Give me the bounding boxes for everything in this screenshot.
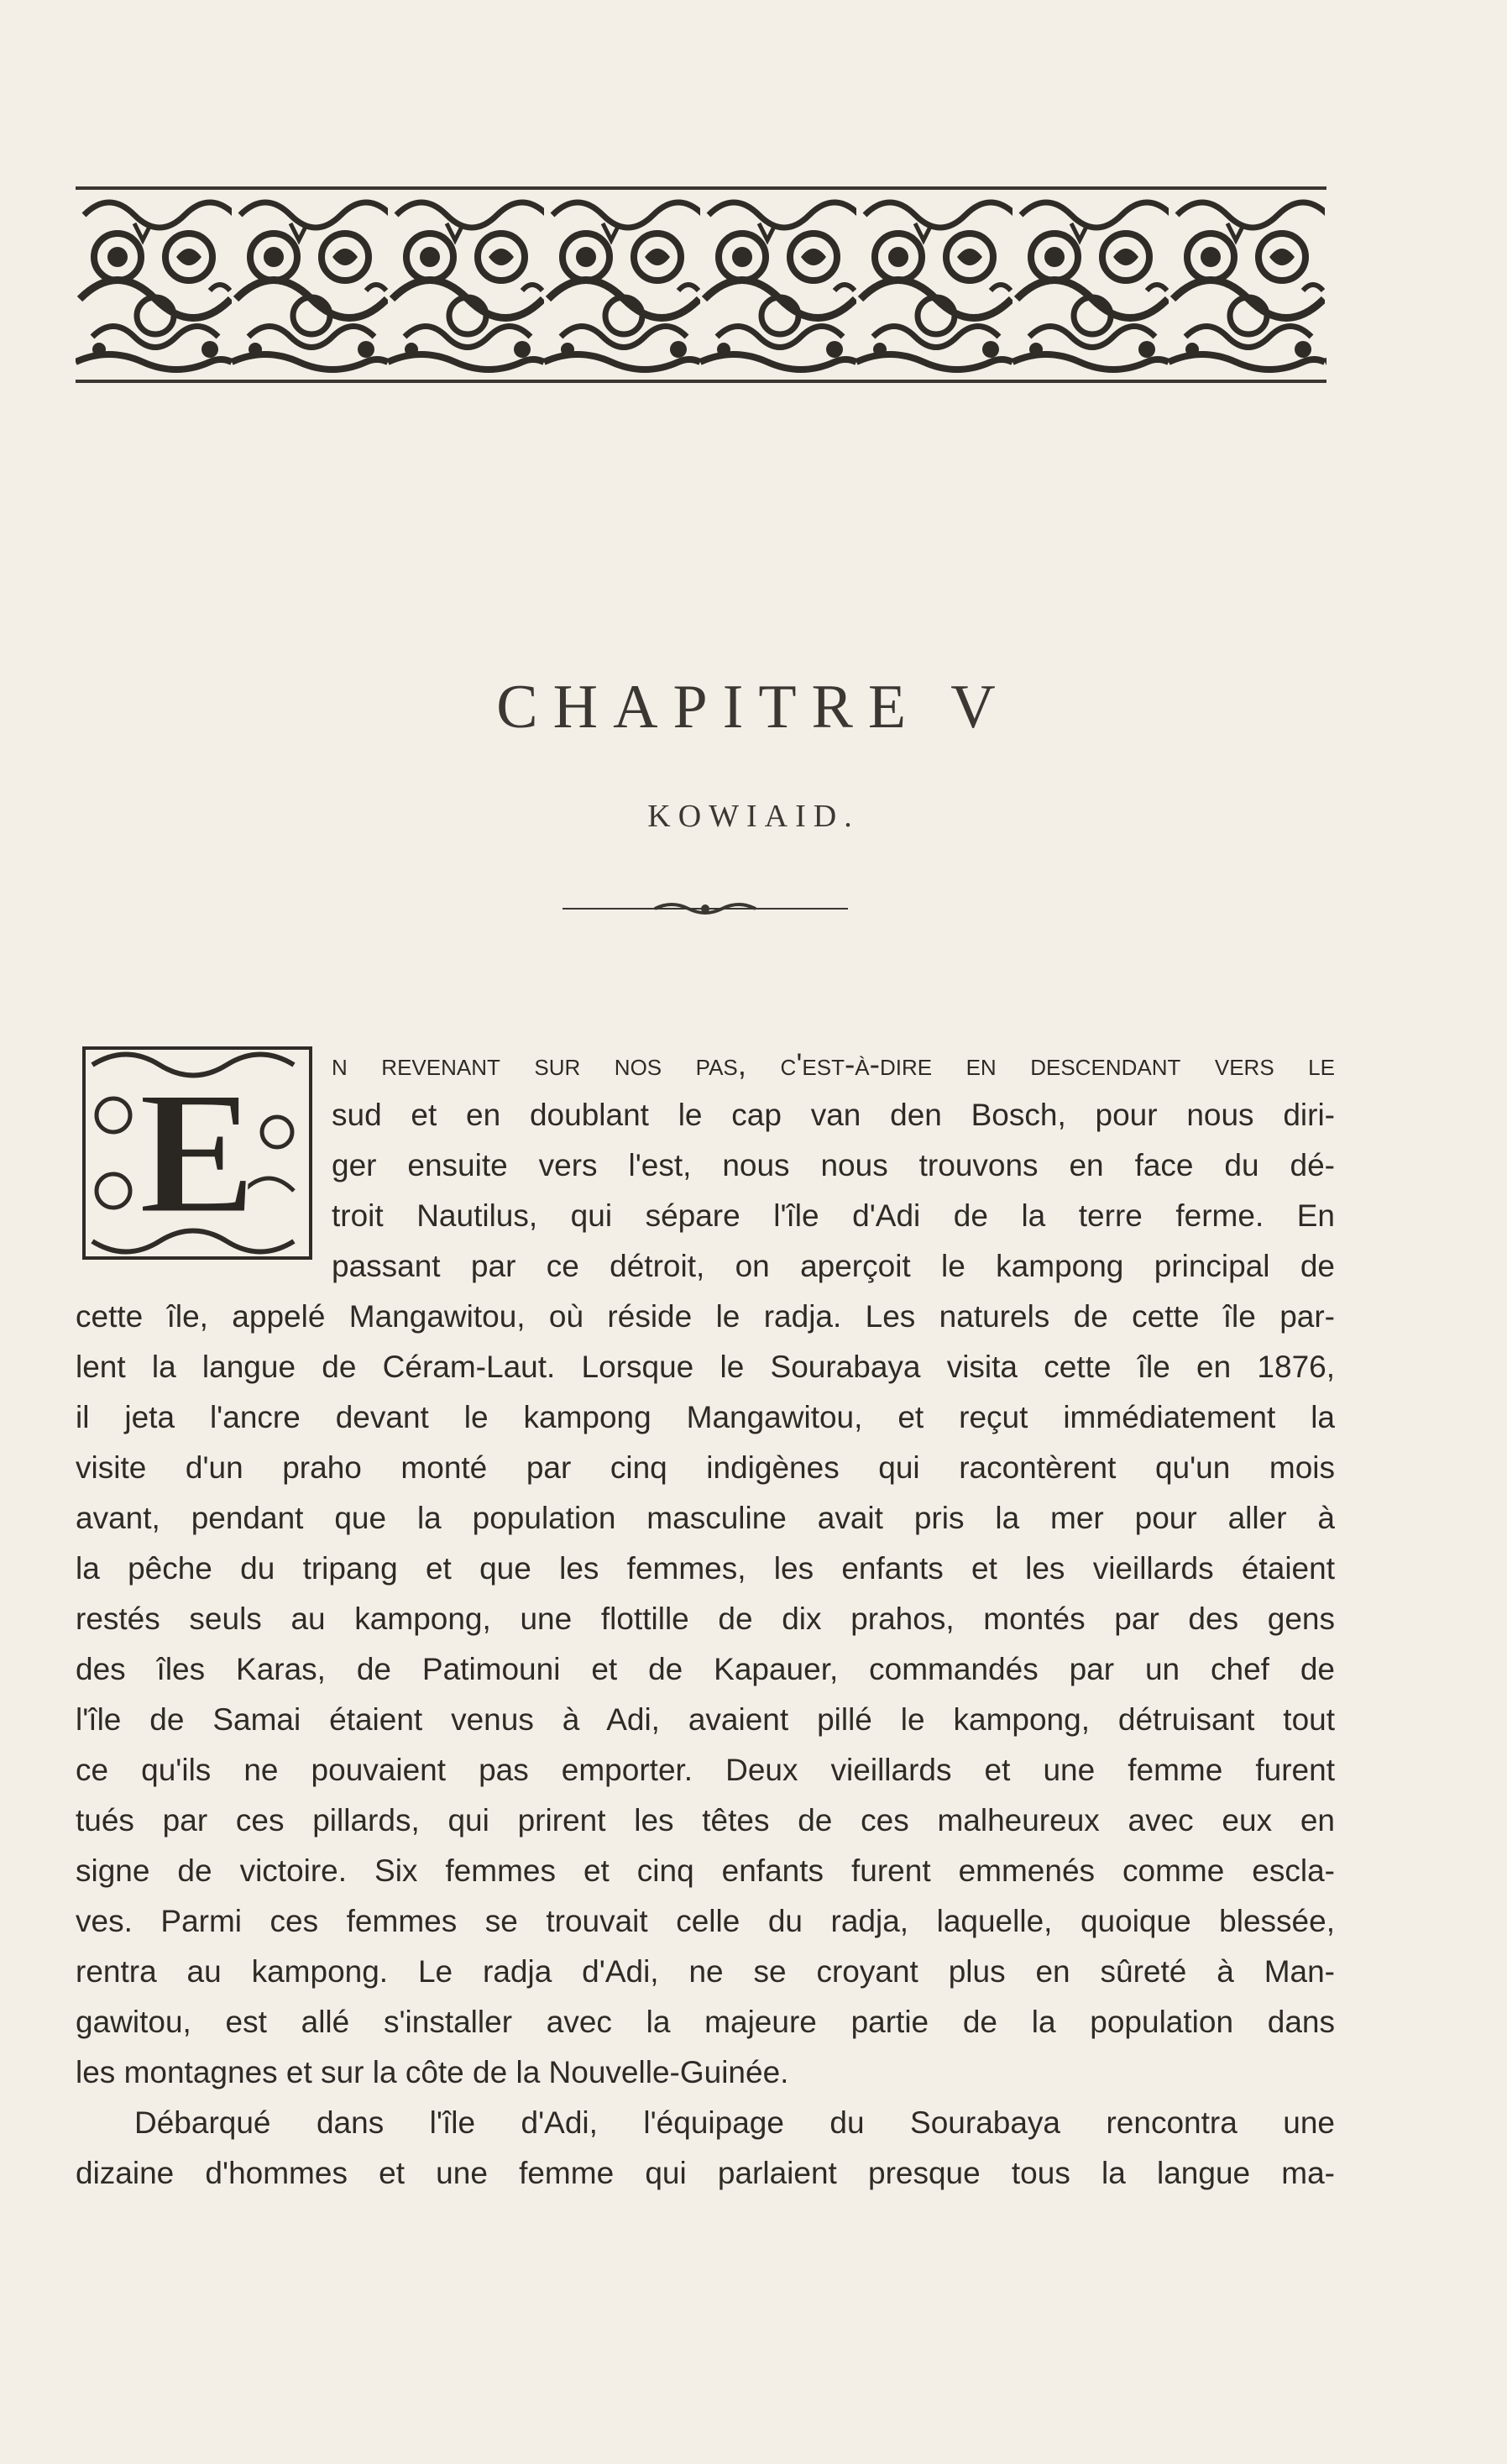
ornamental-header-banner [76, 186, 1326, 383]
text-line: gawitou, est allé s'installer avec la majeure partie de la population dans [76, 2005, 1335, 2039]
text-line: les montagnes et sur la côte de la Nouvelle-Guinée. [76, 2055, 789, 2089]
text-line: signe de victoire. Six femmes et cinq enfants furent emmenés comme escla- [76, 1853, 1335, 1888]
paragraph-1-lines [76, 1292, 1335, 2098]
text-line: ce qu'ils ne pouvaient pas emporter. Deux vieillards et une femme furent [76, 1753, 1335, 1787]
chapter-title: CHAPITRE V [496, 673, 1011, 742]
text-line: sud et en doublant le cap van den Bosch, pour nous diri- [332, 1098, 1335, 1132]
text-line: troit Nautilus, qui sépare l'île d'Adi de la terre ferme. En [332, 1198, 1335, 1233]
text-line: des îles Karas, de Patimouni et de Kapauer, commandés par un chef de [76, 1652, 1335, 1686]
text-line: dizaine d'hommes et une femme qui parlaient presque tous la langue ma- [76, 2156, 1335, 2190]
drop-cap-letter: E [138, 1056, 257, 1250]
text-line: ger ensuite vers l'est, nous nous trouvons en face du dé- [332, 1148, 1335, 1182]
text-line: l'île de Samai étaient venus à Adi, avaient pillé le kampong, détruisant tout [76, 1702, 1335, 1737]
text-line: lent la langue de Céram-Laut. Lorsque le Sourabaya visita cette île en 1876, [76, 1350, 1335, 1384]
text-line: la pêche du tripang et que les femmes, les enfants et les vieillards étaient [76, 1551, 1335, 1586]
text-line: n revenant sur nos pas, c'est-à-dire en descendant vers le [332, 1047, 1335, 1082]
text-line: ves. Parmi ces femmes se trouvait celle du radja, laquelle, quoique blessée, [76, 1904, 1335, 1938]
text-line: cette île, appelé Mangawitou, où réside le radja. Les naturels de cette île par- [76, 1299, 1335, 1334]
text-line: rentra au kampong. Le radja d'Adi, ne se croyant plus en sûreté à Man- [76, 1954, 1335, 1989]
chapter-subtitle: KOWIAID. [647, 799, 860, 834]
text-line: visite d'un praho monté par cinq indigènes qui racontèrent qu'un mois [76, 1450, 1335, 1485]
text-line: il jeta l'ancre devant le kampong Mangawitou, et reçut immédiatement la [76, 1400, 1335, 1434]
paragraph-2-lines [76, 2098, 1335, 2199]
text-line: tués par ces pillards, qui prirent les têtes de ces malheureux avec eux en [76, 1803, 1335, 1838]
ornament-scrollwork [76, 190, 1326, 380]
text-line: avant, pendant que la population masculine avait pris la mer pour aller à [76, 1501, 1335, 1535]
text-line: restés seuls au kampong, une flottille de dix prahos, montés par des gens [76, 1602, 1335, 1636]
decorative-divider [563, 900, 848, 917]
paragraph-1-indented-lines [76, 1040, 1335, 1292]
body-text [76, 1040, 1335, 2199]
text-line: passant par ce détroit, on aperçoit le kampong principal de [332, 1249, 1335, 1283]
text-line: Débarqué dans l'île d'Adi, l'équipage du Sourabaya rencontra une [134, 2105, 1335, 2140]
